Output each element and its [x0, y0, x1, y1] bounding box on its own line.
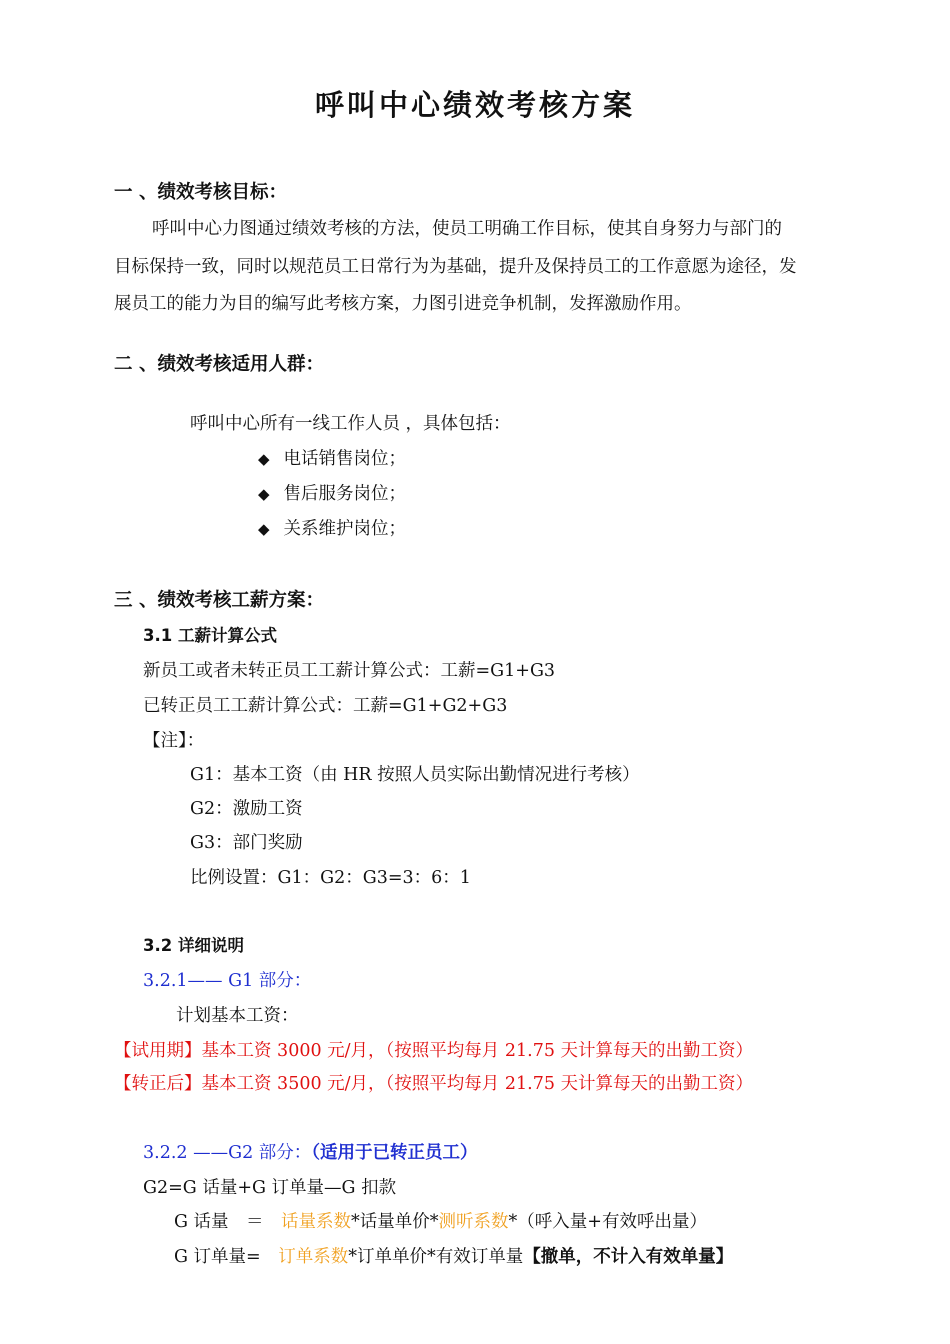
list-item [258, 447, 406, 471]
call-mid: *话量单价* [351, 1212, 439, 1232]
note-item: 比例设置：G1：G2：G3=3：6：1 [190, 868, 471, 888]
goals-paragraph-line: 呼叫中心力图通过绩效考核的方法，使员工明确工作目标，使其自身努力与部门的 [152, 219, 782, 239]
diamond-bullet-icon: ◆ [258, 520, 270, 538]
subsection-heading-details: 3.2 详细说明 [143, 936, 244, 955]
bullet-text: 售后服务岗位； [283, 484, 407, 504]
audience-intro: 呼叫中心所有一线工作人员 ，具体包括： [190, 414, 511, 434]
diamond-bullet-icon: ◆ [258, 450, 270, 468]
g2-heading-prefix: 3.2.2 ——G2 部分： [143, 1143, 312, 1163]
note-item: G2：激励工资 [190, 799, 303, 819]
note-item: G3：部门奖励 [190, 833, 303, 853]
order-mid: *订单单价*有效订单量 [348, 1247, 524, 1267]
bullet-text: 电话销售岗位； [283, 449, 407, 469]
g2-heading-suffix: （适用于已转正员工） [311, 1143, 478, 1163]
g1-regular-salary: 【转正后】基本工资 3500 元/月，（按照平均每月 21.75 天计算每天的出勤工资） [114, 1074, 754, 1094]
order-note: 【撤单，不计入有效单量】 [523, 1247, 734, 1267]
listening-coefficient: 测听系数 [438, 1212, 509, 1232]
list-item [258, 517, 406, 541]
goals-paragraph-line: 目标保持一致，同时以规范员工日常行为为基础，提升及保持员工的工作意愿为途径，发 [114, 257, 797, 277]
g2-formula: G2=G 话量+G 订单量—G 扣款 [143, 1178, 397, 1198]
note-item: G1：基本工资（由 HR 按照人员实际出勤情况进行考核） [190, 765, 640, 785]
call-label: G 话量 ＝ [174, 1212, 282, 1232]
formula-regular-employee: 已转正员工工薪计算公式：工薪=G1+G2+G3 [143, 696, 508, 716]
call-end: *（呼入量+有效呼出量） [508, 1212, 707, 1232]
order-label: G 订单量= [174, 1247, 279, 1267]
g1-heading: 3.2.1—— G1 部分： [143, 971, 312, 991]
note-label: 【注】： [143, 731, 205, 751]
g1-probation-salary: 【试用期】基本工资 3000 元/月，（按照平均每月 21.75 天计算每天的出勤工资） [114, 1041, 754, 1061]
g2-heading [143, 1141, 478, 1165]
g1-intro: 计划基本工资： [176, 1006, 299, 1026]
g2-call-volume-formula [174, 1210, 707, 1234]
page-title: 呼叫中心绩效考核方案 [314, 88, 635, 122]
section-heading-salary: 三 、绩效考核工薪方案： [114, 590, 324, 611]
section-heading-audience: 二 、绩效考核适用人群： [114, 354, 324, 375]
goals-paragraph-line: 展员工的能力为目的编写此考核方案，力图引进竞争机制，发挥激励作用。 [114, 294, 692, 314]
subsection-heading-formula: 3.1 工薪计算公式 [143, 626, 277, 645]
formula-new-employee: 新员工或者未转正员工工薪计算公式：工薪=G1+G3 [143, 661, 556, 681]
order-coefficient: 订单系数 [278, 1247, 349, 1267]
diamond-bullet-icon: ◆ [258, 485, 270, 503]
section-heading-goals: 一 、绩效考核目标： [114, 182, 287, 203]
list-item [258, 482, 406, 506]
bullet-text: 关系维护岗位； [283, 519, 407, 539]
g2-order-volume-formula [174, 1245, 733, 1269]
call-coefficient: 话量系数 [281, 1212, 352, 1232]
